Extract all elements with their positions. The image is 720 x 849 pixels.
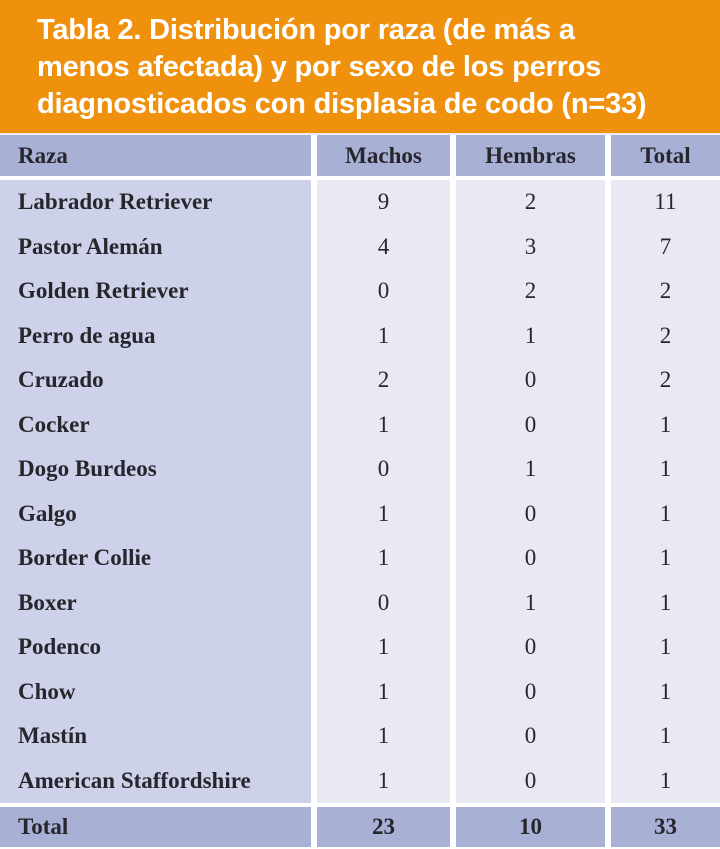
- table-row: [0, 581, 720, 626]
- breed-name-cell: Border Collie: [0, 536, 311, 581]
- breed-name-cell: Chow: [0, 670, 311, 715]
- machos-cell: 1: [311, 536, 450, 581]
- table-row: [0, 759, 720, 804]
- machos-cell: 1: [311, 625, 450, 670]
- total-cell: 1: [605, 492, 720, 537]
- hembras-cell: 1: [450, 581, 605, 626]
- total-cell: 1: [605, 759, 720, 804]
- breed-name-cell: Galgo: [0, 492, 311, 537]
- breed-name-cell: Pastor Alemán: [0, 225, 311, 270]
- machos-cell: 9: [311, 180, 450, 225]
- breed-name-cell: Labrador Retriever: [0, 180, 311, 225]
- machos-cell: 1: [311, 492, 450, 537]
- machos-cell: 0: [311, 581, 450, 626]
- machos-cell: 0: [311, 269, 450, 314]
- hembras-cell: 0: [450, 492, 605, 537]
- machos-cell: 1: [311, 314, 450, 359]
- table-total-row: [0, 807, 720, 847]
- total-cell: 1: [605, 447, 720, 492]
- machos-cell: 1: [311, 670, 450, 715]
- hembras-cell: 3: [450, 225, 605, 270]
- total-cell: 7: [605, 225, 720, 270]
- table-row: [0, 447, 720, 492]
- table-title-line-2: menos afectada) y por sexo de los perros: [37, 51, 602, 83]
- breed-name-cell: Boxer: [0, 581, 311, 626]
- table-row: [0, 670, 720, 715]
- column-header-total: Total: [605, 135, 720, 176]
- total-row-total-value: 33: [605, 807, 720, 847]
- breed-name-cell: American Staffordshire: [0, 759, 311, 804]
- machos-cell: 1: [311, 714, 450, 759]
- total-cell: 2: [605, 314, 720, 359]
- table-title-line-1: Tabla 2. Distribución por raza (de más a: [37, 14, 575, 46]
- hembras-cell: 0: [450, 714, 605, 759]
- hembras-cell: 0: [450, 759, 605, 804]
- table-row: [0, 625, 720, 670]
- machos-cell: 1: [311, 403, 450, 448]
- table-row: [0, 536, 720, 581]
- table-row: [0, 269, 720, 314]
- total-cell: 1: [605, 536, 720, 581]
- table-body: [0, 180, 720, 803]
- breed-name-cell: Mastín: [0, 714, 311, 759]
- table-title-line-3: diagnosticados con displasia de codo (n=33): [37, 88, 647, 120]
- column-header-machos: Machos: [311, 135, 450, 176]
- total-cell: 11: [605, 180, 720, 225]
- table-row: [0, 180, 720, 225]
- hembras-cell: 0: [450, 358, 605, 403]
- breed-name-cell: Dogo Burdeos: [0, 447, 311, 492]
- machos-cell: 4: [311, 225, 450, 270]
- breed-name-cell: Golden Retriever: [0, 269, 311, 314]
- total-cell: 1: [605, 581, 720, 626]
- table-row: [0, 314, 720, 359]
- hembras-cell: 1: [450, 314, 605, 359]
- total-row-label: Total: [0, 807, 311, 847]
- hembras-cell: 0: [450, 670, 605, 715]
- hembras-cell: 0: [450, 536, 605, 581]
- breed-name-cell: Cocker: [0, 403, 311, 448]
- table-row: [0, 225, 720, 270]
- breed-name-cell: Podenco: [0, 625, 311, 670]
- machos-cell: 2: [311, 358, 450, 403]
- table-header-row: [0, 135, 720, 176]
- total-cell: 1: [605, 403, 720, 448]
- data-table: [0, 135, 720, 847]
- total-row-hembras-value: 10: [450, 807, 605, 847]
- total-cell: 2: [605, 358, 720, 403]
- breed-name-cell: Perro de agua: [0, 314, 311, 359]
- column-header-raza: Raza: [0, 135, 311, 176]
- total-cell: 1: [605, 714, 720, 759]
- table-row: [0, 714, 720, 759]
- total-cell: 1: [605, 625, 720, 670]
- table-row: [0, 403, 720, 448]
- table-row: [0, 492, 720, 537]
- hembras-cell: 0: [450, 403, 605, 448]
- column-header-hembras: Hembras: [450, 135, 605, 176]
- hembras-cell: 0: [450, 625, 605, 670]
- total-cell: 2: [605, 269, 720, 314]
- hembras-cell: 1: [450, 447, 605, 492]
- machos-cell: 0: [311, 447, 450, 492]
- breed-name-cell: Cruzado: [0, 358, 311, 403]
- table-row: [0, 358, 720, 403]
- total-row-machos-value: 23: [311, 807, 450, 847]
- machos-cell: 1: [311, 759, 450, 804]
- table-caption-banner: [0, 0, 720, 135]
- hembras-cell: 2: [450, 180, 605, 225]
- hembras-cell: 2: [450, 269, 605, 314]
- total-cell: 1: [605, 670, 720, 715]
